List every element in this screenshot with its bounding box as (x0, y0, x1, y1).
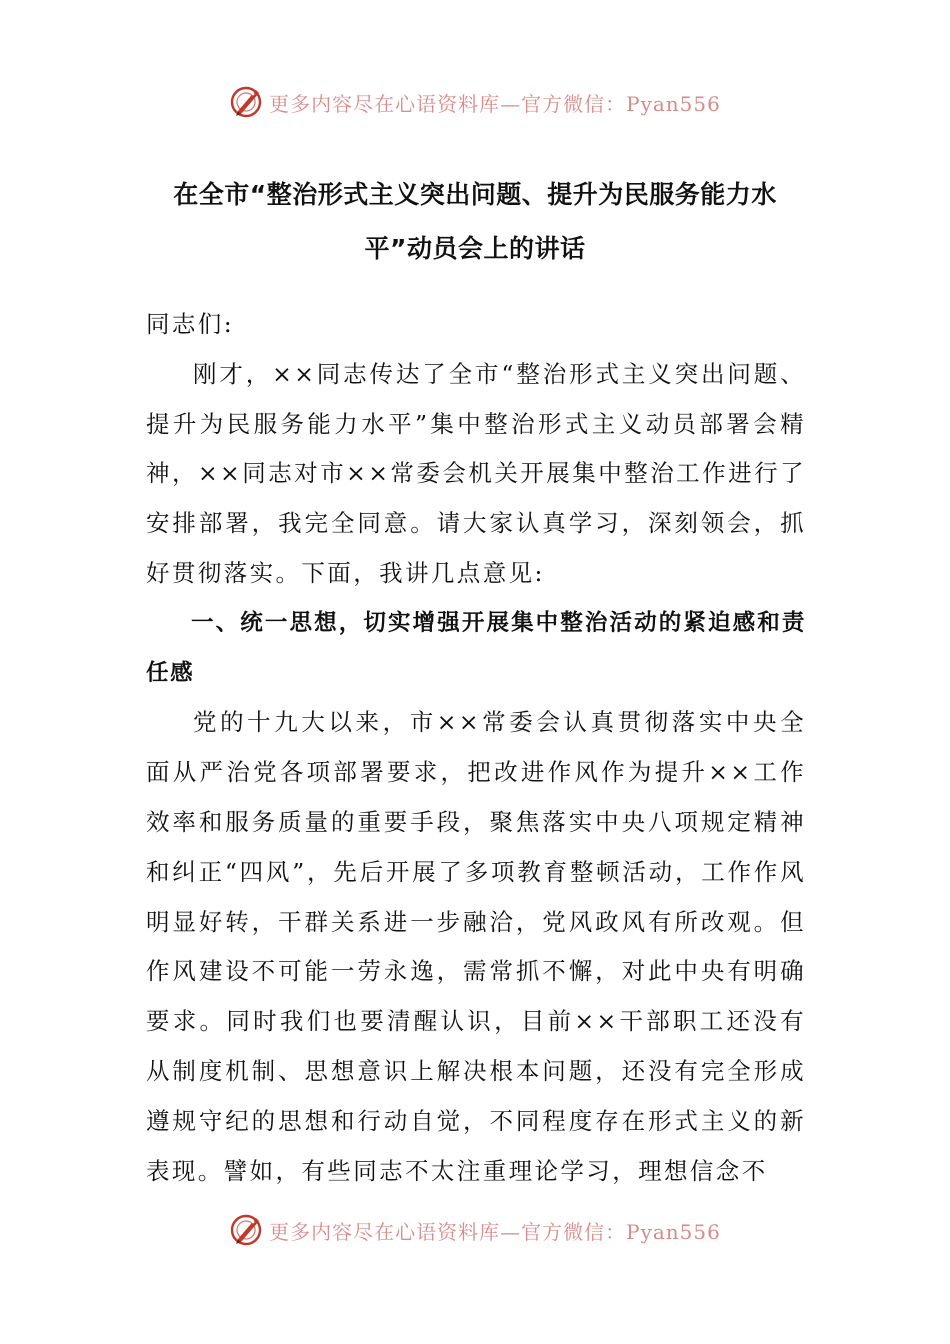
pen-nib-circle-icon (229, 84, 265, 120)
watermark-text: 更多内容尽在心语资料库—官方微信：Pyan556 (269, 91, 721, 116)
watermark-banner-top (0, 80, 950, 124)
section-heading: 一、统一思想，切实增强开展集中整治活动的紧迫感和责任感 (146, 609, 806, 686)
watermark-banner-bottom (0, 1208, 950, 1252)
paragraph: 刚才，××同志传达了全市“整治形式主义突出问题、提升为民服务能力水平”集中整治形式主义动员部署会精神，××同志对市××常委会机关开展集中整治工作进行了安排部署，我完全同意。请大家认真学习，深刻领会，抓好贯彻落实。下面，我讲几点意见: (146, 359, 806, 587)
watermark-text: 更多内容尽在心语资料库—官方微信：Pyan556 (269, 1219, 721, 1244)
document-body (146, 300, 806, 1196)
pen-nib-circle-icon (229, 1212, 265, 1248)
document-title: 在全市“整治形式主义突出问题、提升为民服务能力水平”动员会上的讲话 (173, 180, 777, 263)
salutation: 同志们: (146, 310, 235, 338)
paragraph: 党的十九大以来，市××常委会认真贯彻落实中央全面从严治党各项部署要求，把改进作风作为提升××工作效率和服务质量的重要手段，聚焦落实中央八项规定精神和纠正“四风”，先后开展了多项教育整顿活动，工作作风明显好转，干群关系进一步融洽，党风政风有所改观。但作风建设不可能一劳永逸，需常抓不懈，对此中央有明确要求。同时我们也要清醒认识，目前××干部职工还没有从制度机制、思想意识上解决根本问题，还没有完全形成遵规守纪的思想和行动自觉，不同程度存在形式主义的新表现。譬如，有些同志不太注重理论学习，理想信念不 (146, 708, 806, 1185)
